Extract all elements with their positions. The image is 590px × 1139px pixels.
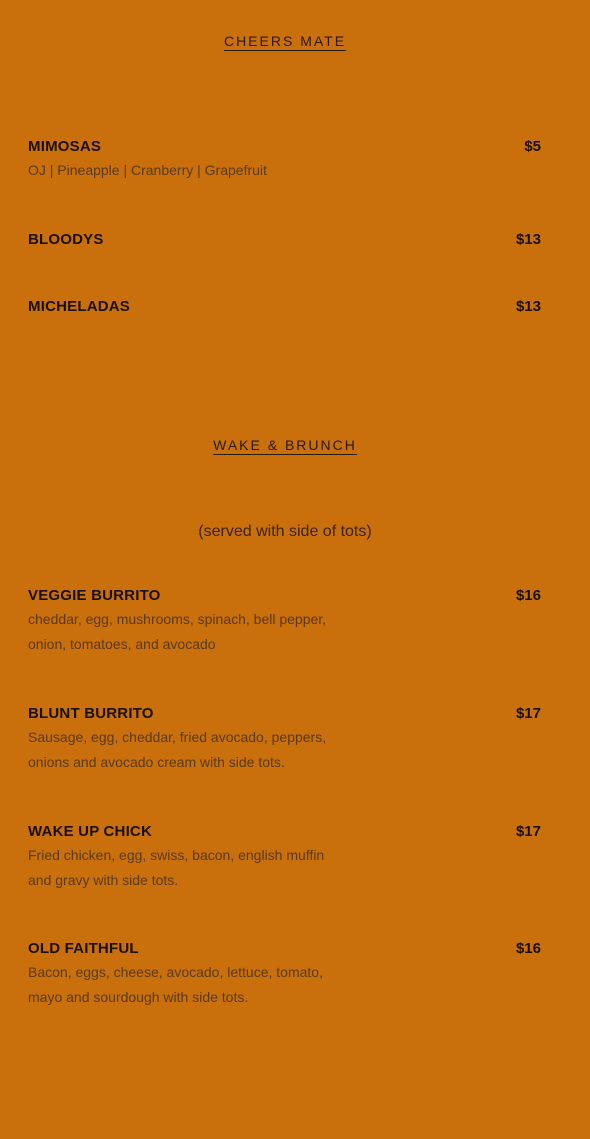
item-description: Sausage, egg, cheddar, fried avocado, peppers, onions and avocado cream with side tots. [28, 729, 327, 770]
item-name: OLD FAITHFUL [28, 940, 139, 957]
item-description: Fried chicken, egg, swiss, bacon, english muffin and gravy with side tots. [28, 847, 325, 888]
menu-item-mimosas [28, 138, 541, 183]
section-title-text: WAKE & BRUNCH [213, 437, 357, 453]
item-price: $17 [515, 705, 541, 722]
item-name: WAKE UP CHICK [28, 823, 152, 840]
item-name: BLUNT BURRITO [28, 705, 154, 722]
menu-item-micheladas [28, 298, 541, 315]
menu-item-bloodys [28, 231, 541, 248]
item-description: Bacon, eggs, cheese, avocado, lettuce, tomato, mayo and sourdough with side tots. [28, 964, 323, 1005]
item-description: OJ | Pineapple | Cranberry | Grapefruit [28, 162, 267, 178]
section-note: (served with side of tots) [198, 523, 372, 540]
item-price: $17 [515, 823, 541, 840]
section-title-text: CHEERS MATE [223, 33, 347, 49]
item-price: $13 [515, 298, 541, 315]
item-name: MICHELADAS [28, 298, 130, 315]
section-title-cheers-mate [0, 33, 570, 49]
menu-item-wake-up-chick [28, 823, 541, 893]
item-name: VEGGIE BURRITO [28, 587, 161, 604]
menu-item-old-faithful [28, 940, 541, 1010]
section-title-wake-brunch [0, 437, 570, 453]
item-price: $16 [515, 587, 541, 604]
item-name: BLOODYS [28, 231, 104, 248]
menu-item-blunt-burrito [28, 705, 541, 775]
item-price: $16 [515, 940, 541, 957]
menu-item-veggie-burrito [28, 587, 541, 657]
item-price: $13 [515, 231, 541, 248]
item-price: $5 [524, 138, 541, 155]
item-name: MIMOSAS [28, 138, 102, 155]
item-description: cheddar, egg, mushrooms, spinach, bell pepper, onion, tomatoes, and avocado [28, 611, 327, 652]
